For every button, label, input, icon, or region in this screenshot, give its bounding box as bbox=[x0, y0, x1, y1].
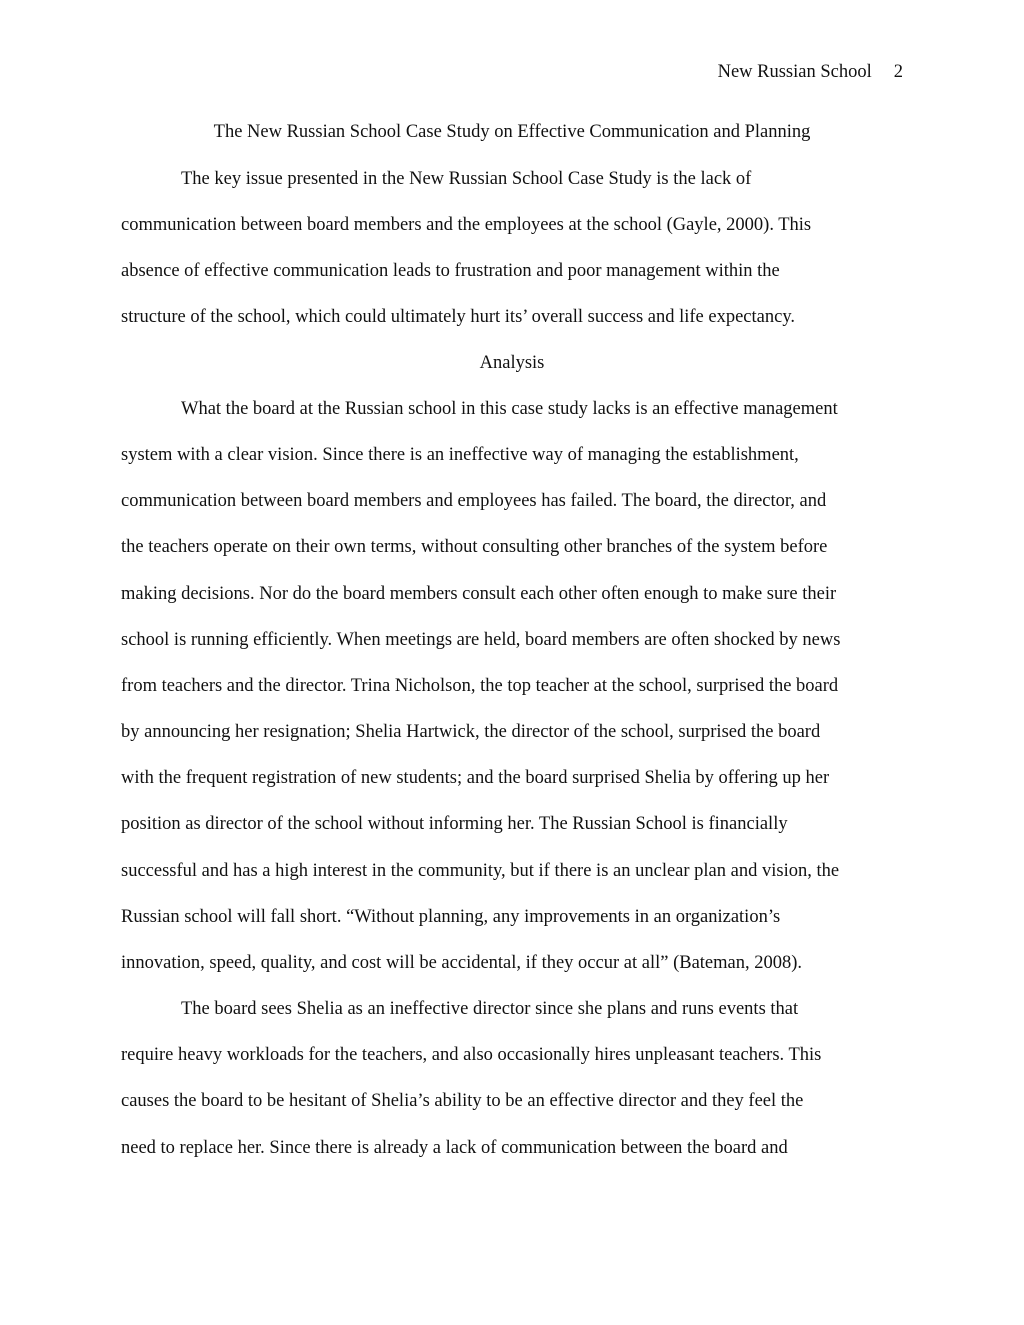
paragraph-2-line: Russian school will fall short. “Without planning, any improvements in an organization’s bbox=[121, 907, 781, 927]
paragraph-3-line: causes the board to be hesitant of Shelia’s ability to be an effective director and they feel the bbox=[121, 1091, 804, 1111]
paragraph-2-line: with the frequent registration of new students; and the board surprised Shelia by offering up her bbox=[121, 768, 830, 788]
paragraph-3-line: The board sees Shelia as an ineffective director since she plans and runs events that bbox=[181, 999, 799, 1019]
paragraph-1-line: absence of effective communication leads to frustration and poor management within the bbox=[121, 261, 780, 281]
running-head bbox=[718, 58, 903, 86]
paragraph-1-line: The key issue presented in the New Russian School Case Study is the lack of bbox=[181, 169, 752, 189]
paragraph-2-line: from teachers and the director. Trina Nicholson, the top teacher at the school, surprised the board bbox=[121, 676, 839, 696]
section-heading: Analysis bbox=[479, 353, 545, 373]
paragraph-1-line: communication between board members and the employees at the school (Gayle, 2000). This bbox=[121, 215, 812, 235]
paragraph-3-line: require heavy workloads for the teachers, and also occasionally hires unpleasant teachers. This bbox=[121, 1045, 822, 1065]
page-number: 2 bbox=[893, 62, 903, 82]
paragraph-2-line: making decisions. Nor do the board members consult each other often enough to make sure their bbox=[121, 584, 837, 604]
paragraph-2-line: the teachers operate on their own terms, without consulting other branches of the system before bbox=[121, 537, 828, 557]
paragraph-1-line: structure of the school, which could ultimately hurt its’ overall success and life expectancy. bbox=[121, 307, 796, 327]
paragraph-2-line: system with a clear vision. Since there is an ineffective way of managing the establishment, bbox=[121, 445, 799, 465]
paragraph-3-line: need to replace her. Since there is already a lack of communication between the board and bbox=[121, 1138, 788, 1158]
running-head-title: New Russian School bbox=[717, 62, 872, 82]
paragraph-2-line: What the board at the Russian school in this case study lacks is an effective management bbox=[181, 399, 838, 419]
paragraph-2-line: school is running efficiently. When meetings are held, board members are often shocked by news bbox=[121, 630, 841, 650]
paragraph-2-line: position as director of the school without informing her. The Russian School is financially bbox=[121, 814, 788, 834]
paragraph-2-line: innovation, speed, quality, and cost will be accidental, if they occur at all” (Bateman, 2008). bbox=[121, 953, 803, 973]
paragraph-2-line: communication between board members and employees has failed. The board, the director, and bbox=[121, 491, 827, 511]
document-title: The New Russian School Case Study on Effective Communication and Planning bbox=[213, 122, 811, 142]
paragraph-2-line: by announcing her resignation; Shelia Hartwick, the director of the school, surprised the board bbox=[121, 722, 821, 742]
paragraph-2-line: successful and has a high interest in the community, but if there is an unclear plan and vision, the bbox=[121, 861, 840, 881]
